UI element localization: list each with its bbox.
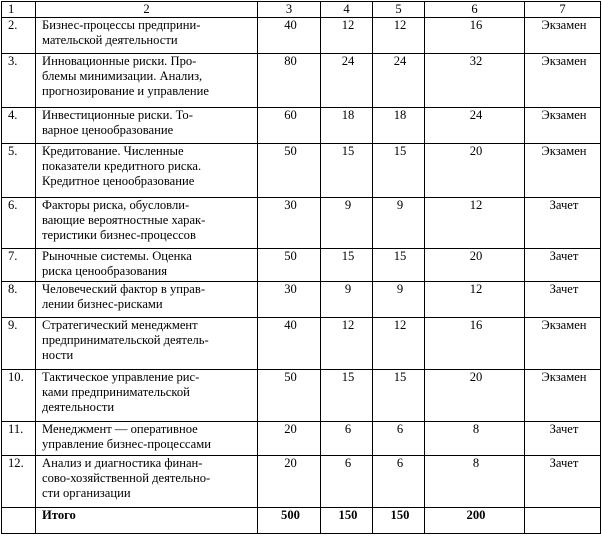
course-name-line: управление бизнес-процессами bbox=[42, 437, 211, 451]
row-number: 9. bbox=[2, 318, 36, 370]
course-name bbox=[36, 456, 258, 508]
course-name-line: показатели кредитного риска. bbox=[42, 159, 202, 173]
course-name bbox=[36, 249, 258, 282]
total-hours-cell: 30 bbox=[258, 198, 321, 249]
self-study-cell: 8 bbox=[425, 422, 525, 456]
lectures-cell: 6 bbox=[321, 456, 373, 508]
course-name bbox=[36, 144, 258, 198]
total-hours-sum: 500 bbox=[258, 508, 321, 534]
total-assessment bbox=[525, 508, 601, 534]
course-name-line: ками предпринимательской bbox=[42, 385, 190, 399]
course-name bbox=[36, 370, 258, 422]
table-row bbox=[2, 144, 601, 198]
table-row bbox=[2, 422, 601, 456]
curriculum-table bbox=[1, 1, 601, 534]
table-row bbox=[2, 318, 601, 370]
course-name-line: сти организации bbox=[42, 486, 131, 500]
self-study-cell: 20 bbox=[425, 144, 525, 198]
table-row bbox=[2, 108, 601, 144]
self-study-cell: 24 bbox=[425, 108, 525, 144]
total-hours-cell: 20 bbox=[258, 456, 321, 508]
row-number: 8. bbox=[2, 282, 36, 318]
self-study-sum: 200 bbox=[425, 508, 525, 534]
assessment-cell: Зачет bbox=[525, 198, 601, 249]
course-name-line: Анализ и диагностика финан- bbox=[42, 456, 203, 470]
total-hours-cell: 30 bbox=[258, 282, 321, 318]
lectures-cell: 9 bbox=[321, 282, 373, 318]
row-number: 4. bbox=[2, 108, 36, 144]
table-row bbox=[2, 198, 601, 249]
self-study-cell: 12 bbox=[425, 198, 525, 249]
table-row bbox=[2, 18, 601, 54]
total-hours-cell: 50 bbox=[258, 144, 321, 198]
table-row bbox=[2, 456, 601, 508]
seminars-cell: 15 bbox=[373, 249, 425, 282]
total-hours-cell: 60 bbox=[258, 108, 321, 144]
course-name bbox=[36, 108, 258, 144]
course-name bbox=[36, 54, 258, 108]
seminars-cell: 12 bbox=[373, 18, 425, 54]
header-cell-6: 6 bbox=[425, 2, 525, 18]
table-row bbox=[2, 54, 601, 108]
course-name-line: лении бизнес-рисками bbox=[42, 297, 163, 311]
assessment-cell: Экзамен bbox=[525, 54, 601, 108]
course-name-line: Бизнес-процессы предприни- bbox=[42, 18, 201, 32]
row-number: 6. bbox=[2, 198, 36, 249]
lectures-cell: 9 bbox=[321, 198, 373, 249]
course-name-line: предпринимательской деятель- bbox=[42, 333, 209, 347]
course-name-line: вающие вероятностные харак- bbox=[42, 213, 206, 227]
assessment-cell: Экзамен bbox=[525, 144, 601, 198]
assessment-cell: Экзамен bbox=[525, 370, 601, 422]
self-study-cell: 8 bbox=[425, 456, 525, 508]
total-hours-cell: 40 bbox=[258, 18, 321, 54]
row-number: 5. bbox=[2, 144, 36, 198]
course-name-line: Тактическое управление рис- bbox=[42, 370, 200, 384]
total-hours-cell: 50 bbox=[258, 370, 321, 422]
seminars-cell: 18 bbox=[373, 108, 425, 144]
assessment-cell: Зачет bbox=[525, 422, 601, 456]
seminars-cell: 9 bbox=[373, 282, 425, 318]
self-study-cell: 12 bbox=[425, 282, 525, 318]
header-cell-1: 1 bbox=[2, 2, 36, 18]
assessment-cell: Экзамен bbox=[525, 318, 601, 370]
self-study-cell: 16 bbox=[425, 318, 525, 370]
total-hours-cell: 80 bbox=[258, 54, 321, 108]
course-name-line: Человеческий фактор в управ- bbox=[42, 282, 206, 296]
seminars-sum: 150 bbox=[373, 508, 425, 534]
row-number: 7. bbox=[2, 249, 36, 282]
total-hours-cell: 40 bbox=[258, 318, 321, 370]
course-name-line: Менеджмент — оперативное bbox=[42, 422, 198, 436]
total-row bbox=[2, 508, 601, 534]
seminars-cell: 15 bbox=[373, 370, 425, 422]
row-number: 10. bbox=[2, 370, 36, 422]
header-cell-7: 7 bbox=[525, 2, 601, 18]
assessment-cell: Зачет bbox=[525, 456, 601, 508]
lectures-sum: 150 bbox=[321, 508, 373, 534]
course-name-line: Рыночные системы. Оценка bbox=[42, 249, 192, 263]
course-name-line: теристики бизнес-процессов bbox=[42, 228, 196, 242]
lectures-cell: 6 bbox=[321, 422, 373, 456]
assessment-cell: Зачет bbox=[525, 282, 601, 318]
course-name-line: Инвестиционные риски. То- bbox=[42, 108, 193, 122]
lectures-cell: 18 bbox=[321, 108, 373, 144]
seminars-cell: 6 bbox=[373, 422, 425, 456]
row-number: 3. bbox=[2, 54, 36, 108]
course-name-line: риска ценообразования bbox=[42, 264, 168, 278]
lectures-cell: 12 bbox=[321, 318, 373, 370]
seminars-cell: 15 bbox=[373, 144, 425, 198]
course-name bbox=[36, 18, 258, 54]
course-name bbox=[36, 198, 258, 249]
course-name bbox=[36, 318, 258, 370]
seminars-cell: 24 bbox=[373, 54, 425, 108]
total-number bbox=[2, 508, 36, 534]
assessment-cell: Зачет bbox=[525, 249, 601, 282]
course-name bbox=[36, 282, 258, 318]
course-name-line: сово-хозяйственной деятельно- bbox=[42, 471, 211, 485]
table-row bbox=[2, 282, 601, 318]
course-name-line: варное ценообразование bbox=[42, 123, 174, 137]
course-name-line: деятельности bbox=[42, 400, 115, 414]
course-name-line: Кредитное ценообразование bbox=[42, 174, 195, 188]
self-study-cell: 20 bbox=[425, 249, 525, 282]
total-hours-cell: 20 bbox=[258, 422, 321, 456]
table-header-row bbox=[2, 2, 601, 18]
course-name bbox=[36, 422, 258, 456]
course-name-line: мательской деятельности bbox=[42, 33, 178, 47]
table-row bbox=[2, 370, 601, 422]
course-name-line: ности bbox=[42, 348, 74, 362]
seminars-cell: 12 bbox=[373, 318, 425, 370]
table-row bbox=[2, 249, 601, 282]
course-name-line: Кредитование. Численные bbox=[42, 144, 184, 158]
course-name-line: Инновационные риски. Про- bbox=[42, 54, 197, 68]
header-cell-3: 3 bbox=[258, 2, 321, 18]
header-cell-2: 2 bbox=[36, 2, 258, 18]
course-name-line: прогнозирование и управление bbox=[42, 84, 209, 98]
header-cell-5: 5 bbox=[373, 2, 425, 18]
row-number: 2. bbox=[2, 18, 36, 54]
assessment-cell: Экзамен bbox=[525, 108, 601, 144]
assessment-cell: Экзамен bbox=[525, 18, 601, 54]
seminars-cell: 6 bbox=[373, 456, 425, 508]
row-number: 11. bbox=[2, 422, 36, 456]
lectures-cell: 15 bbox=[321, 370, 373, 422]
self-study-cell: 16 bbox=[425, 18, 525, 54]
total-hours-cell: 50 bbox=[258, 249, 321, 282]
self-study-cell: 20 bbox=[425, 370, 525, 422]
total-label: Итого bbox=[36, 508, 258, 534]
course-name-line: Стратегический менеджмент bbox=[42, 318, 198, 332]
row-number: 12. bbox=[2, 456, 36, 508]
seminars-cell: 9 bbox=[373, 198, 425, 249]
header-cell-4: 4 bbox=[321, 2, 373, 18]
course-name-line: Факторы риска, обусловли- bbox=[42, 198, 190, 212]
course-name-line: блемы минимизации. Анализ, bbox=[42, 69, 203, 83]
lectures-cell: 12 bbox=[321, 18, 373, 54]
lectures-cell: 15 bbox=[321, 249, 373, 282]
lectures-cell: 15 bbox=[321, 144, 373, 198]
lectures-cell: 24 bbox=[321, 54, 373, 108]
self-study-cell: 32 bbox=[425, 54, 525, 108]
